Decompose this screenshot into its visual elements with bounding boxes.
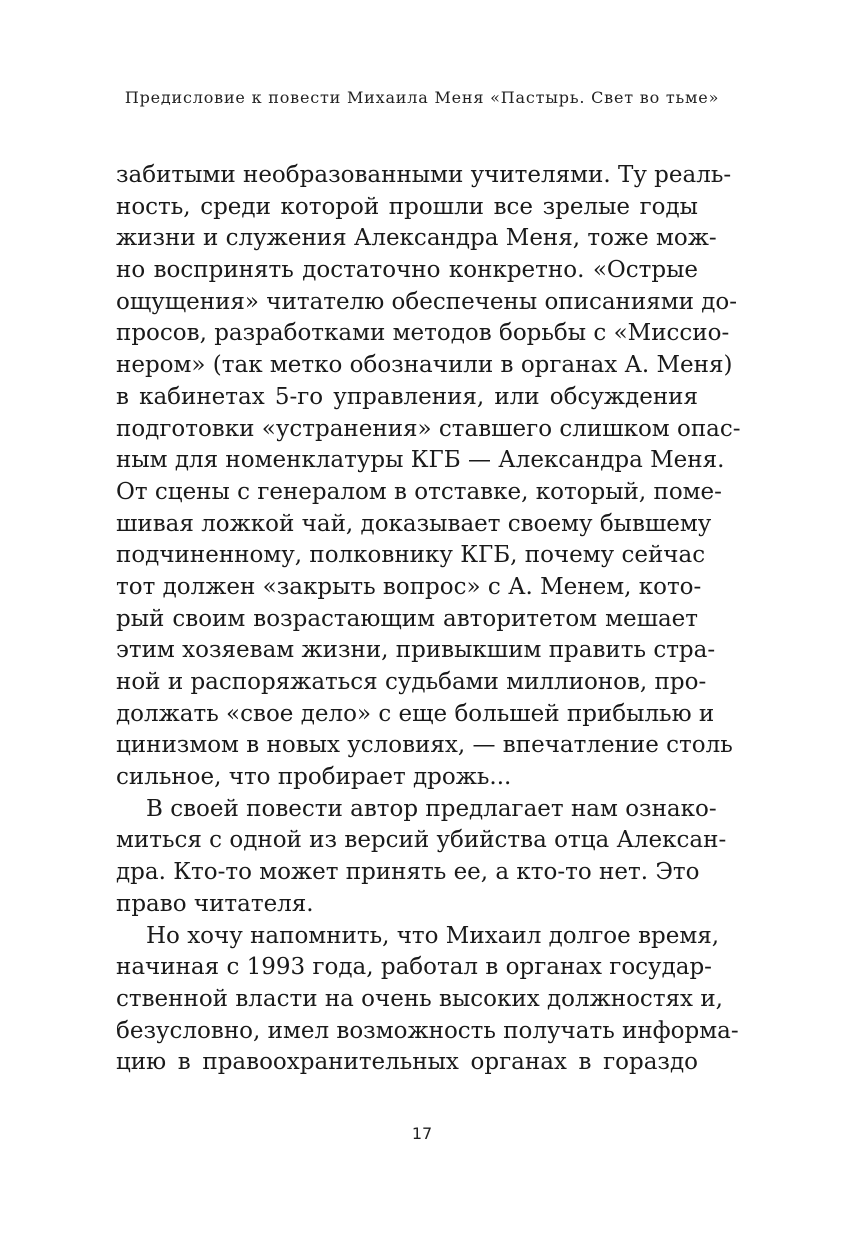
text-line: шивая ложкой чай, доказывает своему бывшему: [116, 510, 712, 537]
text-line: Но хочу напомнить, что Михаил долгое время,: [146, 922, 720, 949]
running-header: Предисловие к повести Михаила Меня «Пастырь. Свет во тьме»: [124, 88, 720, 107]
text-line: но воспринять достаточно конкретно. «Острые: [116, 257, 698, 284]
text-line: этим хозяевам жизни, привыкшим править стра-: [116, 637, 716, 664]
text-line: жизни и служения Александра Меня, тоже мож-: [116, 225, 717, 252]
text-line: безусловно, имел возможность получать информа-: [116, 1017, 739, 1044]
text-line: тот должен «закрыть вопрос» с А. Менем, кото-: [116, 573, 702, 600]
text-line: подчиненному, полковнику КГБ, почему сейчас: [116, 542, 706, 569]
page-number: 17: [411, 1124, 433, 1143]
text-line: ощущения» читателю обеспечены описаниями до-: [116, 288, 738, 315]
paragraph-2: [116, 794, 727, 921]
text-line: ственной власти на очень высоких должностях и,: [116, 985, 723, 1012]
text-line: просов, разработками методов борьбы с «Миссио-: [116, 320, 730, 347]
text-line: нером» (так метко обозначили в органах А. Меня): [116, 352, 733, 379]
text-line: рый своим возрастающим авторитетом мешает: [116, 605, 698, 632]
text-line: миться с одной из версий убийства отца Алексан-: [116, 827, 727, 854]
text-line: ным для номенклатуры КГБ — Александра Меня.: [116, 447, 725, 474]
text-line: В своей повести автор предлагает нам ознако-: [146, 795, 717, 822]
text-line: дра. Кто-то может принять ее, а кто-то нет. Это: [116, 859, 700, 886]
text-line: цинизмом в новых условиях, — впечатление столь: [116, 732, 733, 759]
paragraph-3: [116, 921, 739, 1079]
text-line: ной и распоряжаться судьбами миллионов, про-: [116, 669, 707, 695]
text-line: в кабинетах 5-го управления, или обсуждения: [116, 383, 698, 410]
text-line: цию в правоохранительных органах в гораздо: [116, 1049, 698, 1076]
text-line: должать «свое дело» с еще большей прибылью и: [116, 700, 715, 727]
text-line: сильное, что пробирает дрожь...: [116, 764, 512, 791]
text-line: начиная с 1993 года, работал в органах государ-: [116, 954, 712, 981]
body-text: [116, 160, 741, 1079]
text-line: ность, среди которой прошли все зрелые годы: [116, 193, 698, 220]
text-line: забитыми необразованными учителями. Ту реаль-: [116, 162, 732, 188]
text-line: право читателя.: [116, 890, 314, 917]
text-line: От сцены с генералом в отставке, который, поме-: [116, 478, 722, 505]
paragraph-1: [116, 160, 741, 794]
text-line: подготовки «устранения» ставшего слишком опас-: [116, 415, 741, 442]
